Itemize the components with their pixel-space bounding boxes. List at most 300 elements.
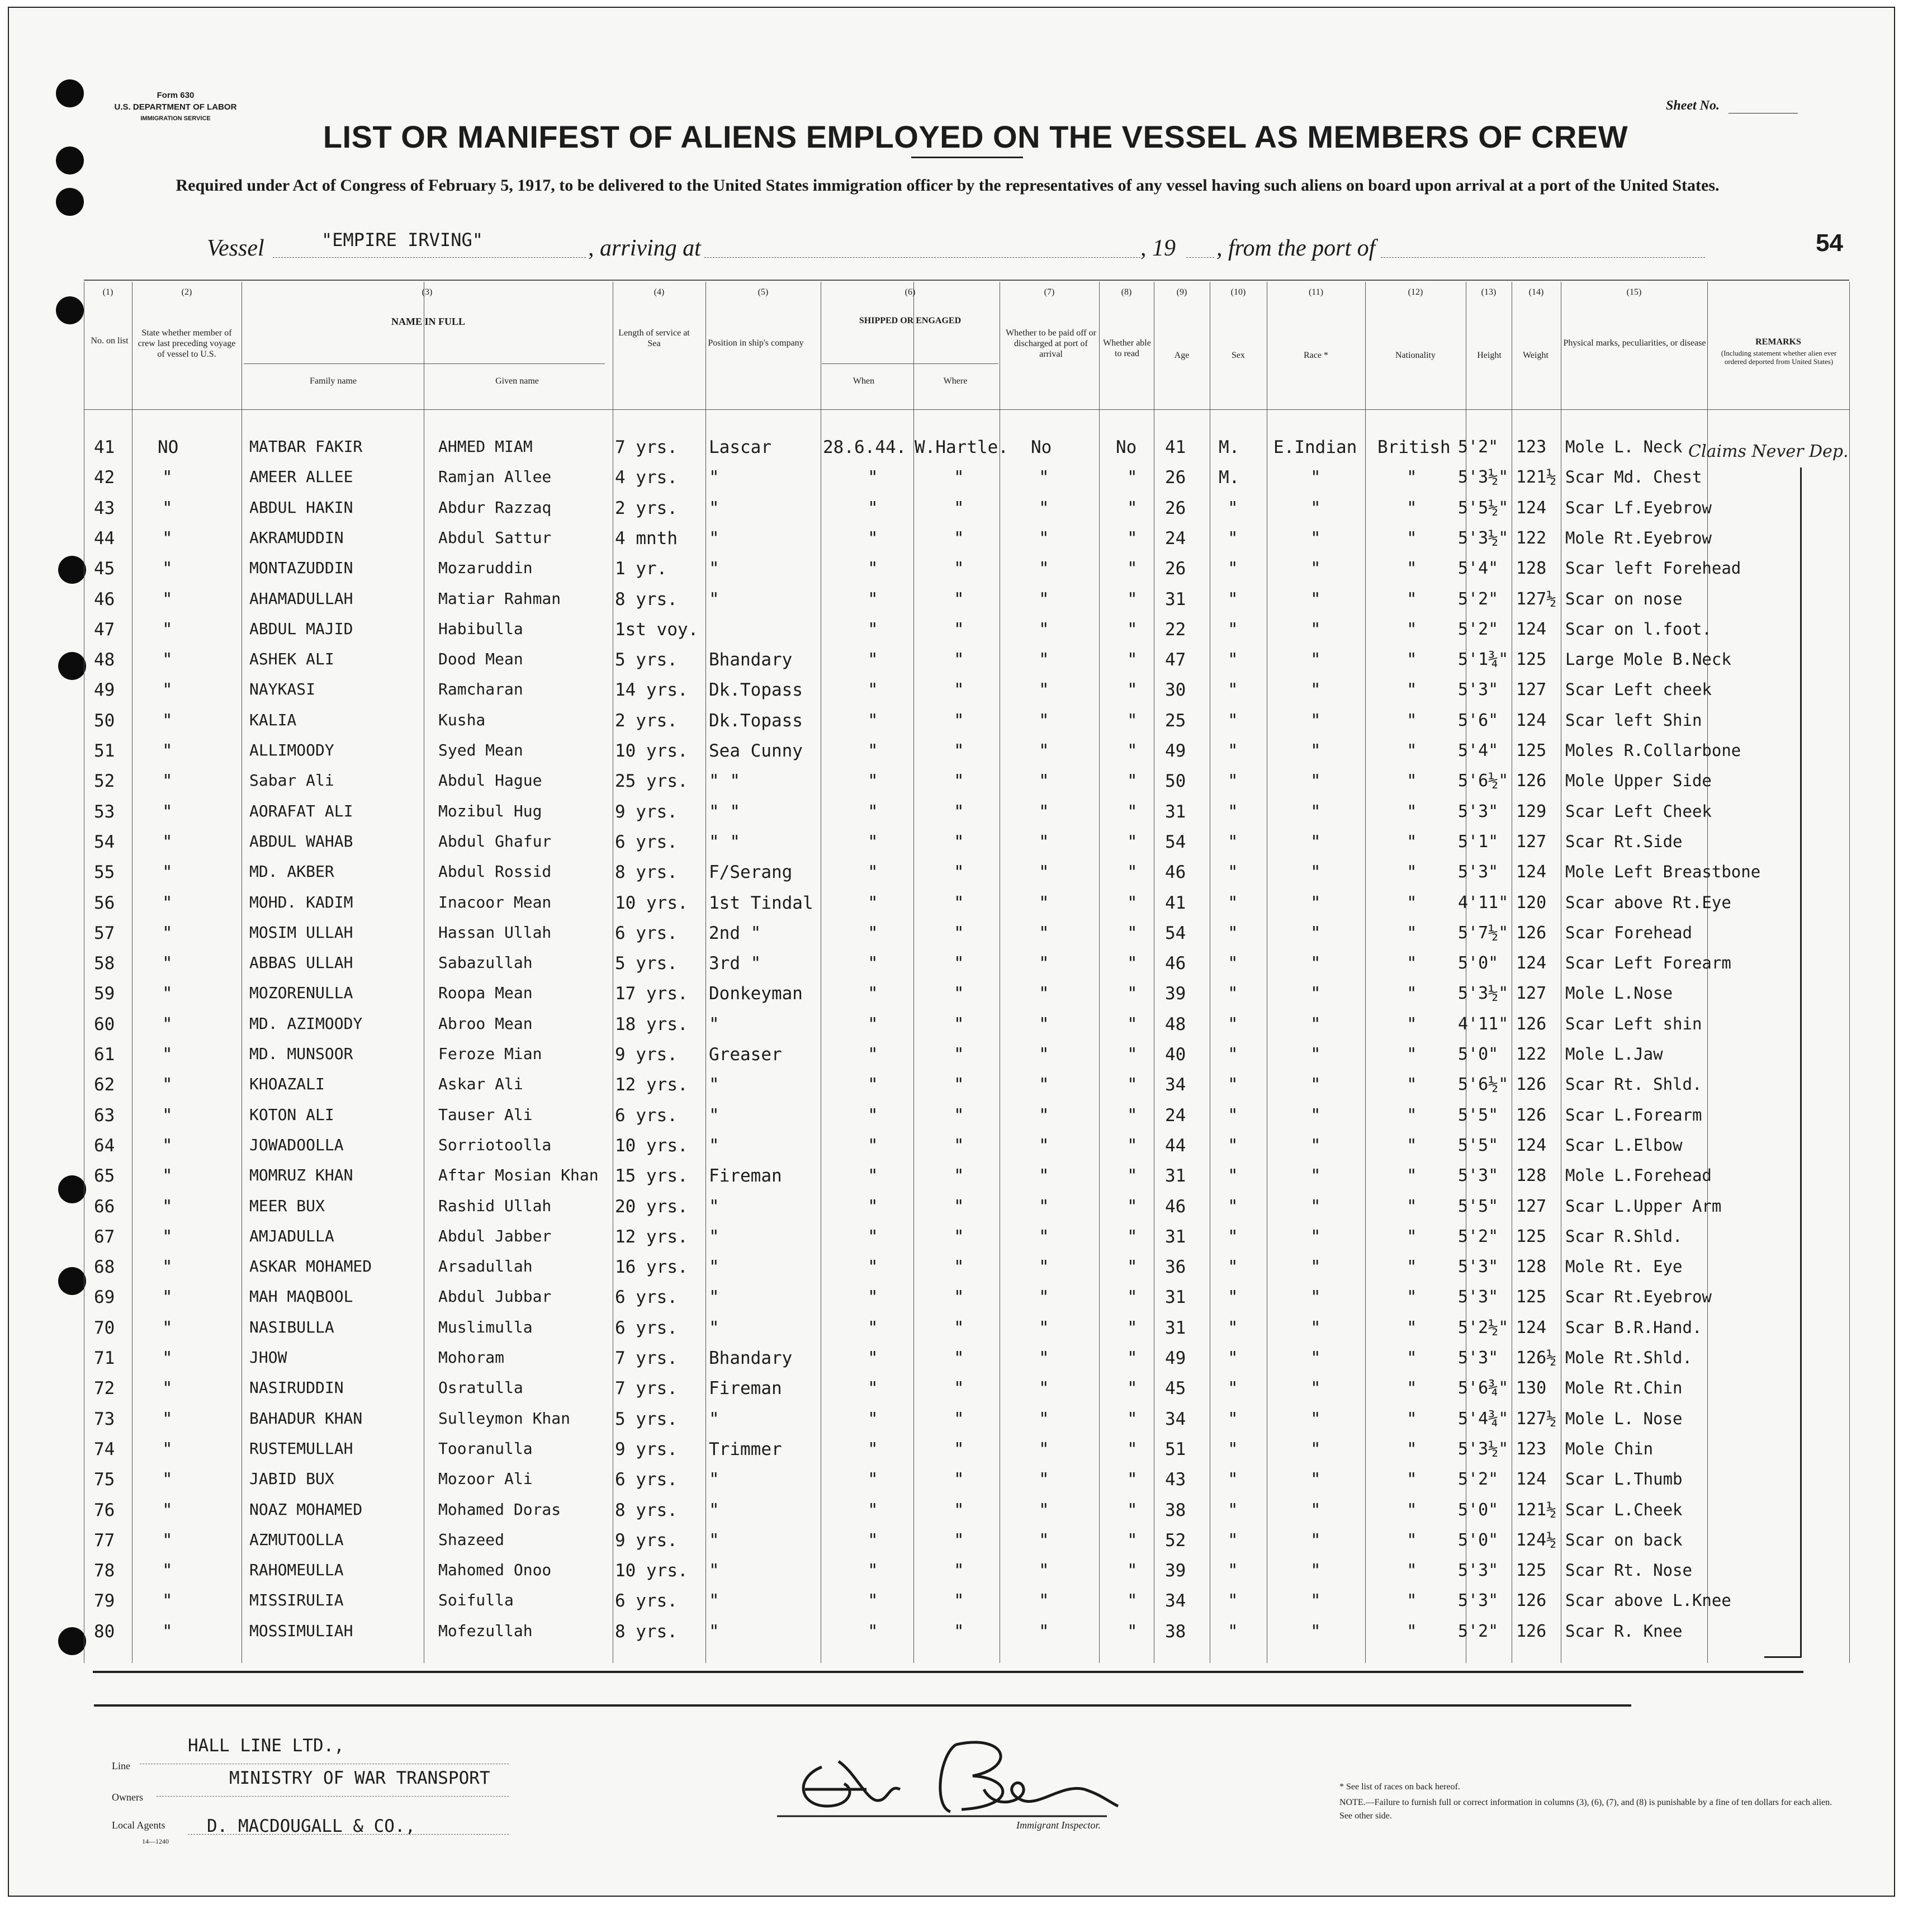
given-name: Dood Mean [438,650,523,668]
height: 5'2" [1458,1469,1499,1489]
header-no-on-list: No. on list [91,336,129,346]
given-name: Mozaruddin [438,559,533,577]
ditto-paid-off: " [1039,711,1049,731]
ditto-shipped-when: " [868,1166,878,1186]
weight: 124 [1516,862,1547,882]
ditto-shipped-where: " [954,1227,964,1247]
age: 41 [1165,437,1186,457]
weight: 126 [1516,1591,1547,1610]
physical-marks: Mole L.Jaw [1565,1045,1663,1064]
age: 47 [1165,650,1186,670]
ditto-sex: " [1228,1227,1238,1247]
ditto-paid-off: " [1039,1136,1049,1156]
given-name: Abdul Ghafur [438,832,552,850]
family-name: NASIBULLA [249,1318,334,1336]
ditto-shipped-when: " [868,771,878,791]
owners-value: MINISTRY OF WAR TRANSPORT [229,1768,490,1788]
given-name: Sulleymon Khan [438,1409,571,1428]
given-name: Soifulla [438,1591,514,1609]
height: 5'3½" [1458,528,1509,548]
ditto-race: " [1310,528,1321,549]
ditto-previous-voyage: " [162,862,173,882]
ditto-able-to-read: " [1127,1500,1138,1520]
header-bottom-rule [84,409,1849,410]
ditto-sex: " [1228,559,1238,579]
ditto-able-to-read: " [1127,953,1138,974]
row-number: 76 [94,1500,115,1520]
age: 31 [1165,1318,1186,1338]
family-name: AMJADULLA [249,1227,334,1245]
given-name: Roopa Mean [438,984,533,1002]
ditto-nationality: " [1407,1530,1417,1551]
inspector-signature [771,1722,1129,1834]
ditto-previous-voyage: " [162,528,173,549]
weight: 129 [1516,802,1547,821]
vessel-label: Vessel [207,235,264,261]
ditto-sex: " [1228,802,1238,822]
physical-marks: Scar above L.Knee [1565,1591,1731,1610]
height: 5'6½" [1458,1075,1509,1094]
length-of-service: 6 yrs. [615,1591,678,1611]
print-code: 14—1240 [142,1837,169,1845]
ditto-race: " [1310,589,1321,609]
penalty-note: NOTE.—Failure to furnish full or correct information in columns (3), (6), (7), and (8) is punishable by a fine of ten dollars for each alien. See other side. [1339,1798,1832,1821]
length-of-service: 1st voy. [615,620,699,640]
ditto-shipped-when: " [868,1378,878,1398]
position: " [709,1561,719,1581]
given-name: Hassan Ullah [438,923,552,942]
family-name: BAHADUR KHAN [249,1409,363,1428]
given-name: Ramcharan [438,680,523,698]
given-name: Shazeed [438,1530,505,1549]
position: F/Serang [709,862,793,882]
age: 38 [1165,1500,1186,1520]
ditto-paid-off: " [1039,1227,1049,1247]
ditto-previous-voyage: " [162,923,173,943]
ditto-previous-voyage: " [162,1591,173,1611]
ditto-race: " [1310,1530,1321,1551]
family-name: MD. AKBER [249,862,334,881]
ditto-nationality: " [1407,1014,1417,1034]
age: 52 [1165,1530,1186,1551]
ditto-able-to-read: " [1127,1378,1138,1398]
ditto-shipped-where: " [954,1197,964,1217]
age: 41 [1165,893,1186,913]
physical-marks: Scar Rt. Shld. [1565,1075,1702,1094]
family-name: KHOAZALI [249,1075,325,1093]
ditto-sex: " [1228,1378,1238,1398]
ditto-race: " [1310,1136,1321,1156]
year-line [1186,257,1214,258]
ditto-paid-off: " [1039,498,1049,518]
ditto-race: " [1310,771,1321,791]
ditto-race: " [1310,1045,1321,1065]
given-name: Mohamed Doras [438,1500,561,1519]
column-number: (11) [1308,287,1324,297]
ditto-nationality: " [1407,559,1417,579]
ditto-nationality: " [1407,923,1417,943]
ditto-previous-voyage: " [162,1136,173,1156]
weight: 125 [1516,741,1547,760]
row-number: 55 [94,862,115,882]
age: 54 [1165,832,1186,852]
ditto-previous-voyage: " [162,1075,173,1095]
height: 5'3½" [1458,1439,1509,1459]
height: 5'2" [1458,620,1499,639]
ditto-shipped-where: " [954,1409,964,1429]
family-name: JOWADOOLLA [249,1136,344,1154]
ditto-nationality: " [1407,1469,1417,1490]
position: Bhandary [709,1348,793,1368]
family-name: AZMUTOOLLA [249,1530,344,1549]
given-name: Abdul Jabber [438,1227,552,1245]
length-of-service: 12 yrs. [615,1227,688,1247]
position: " [709,1287,719,1307]
vessel-name: "EMPIRE IRVING" [321,229,483,251]
physical-marks: Scar on nose [1565,589,1683,608]
agents-value: D. MACDOUGALL & CO., [207,1816,416,1836]
height: 5'7½" [1458,923,1509,943]
ditto-sex: " [1228,498,1238,518]
length-of-service: 25 yrs. [615,771,688,791]
age: 34 [1165,1409,1186,1429]
ditto-previous-voyage: " [162,1197,173,1217]
age: 51 [1165,1439,1186,1459]
ditto-paid-off: " [1039,620,1049,640]
ditto-sex: " [1228,1409,1238,1429]
physical-marks: Scar L.Thumb [1565,1469,1683,1489]
weight: 128 [1516,559,1547,578]
weight: 124 [1516,620,1547,639]
physical-marks: Scar left Forehead [1565,559,1741,578]
ditto-race: " [1310,498,1321,518]
ditto-shipped-when: " [868,1105,878,1126]
ditto-shipped-when: " [868,741,878,761]
physical-marks: Mole L. Neck [1565,437,1683,456]
ditto-paid-off: " [1039,528,1049,549]
ditto-nationality: " [1407,1409,1417,1429]
ditto-shipped-when: " [868,498,878,518]
ditto-race: " [1310,953,1321,974]
ditto-previous-voyage: " [162,1287,173,1307]
ditto-able-to-read: " [1127,589,1138,609]
weight: 124 [1516,1136,1547,1155]
age: 48 [1165,1014,1186,1034]
ditto-nationality: " [1407,1166,1417,1186]
height: 5'2" [1458,437,1499,457]
ditto-race: " [1310,680,1321,700]
height: 5'4" [1458,559,1499,578]
ditto-able-to-read: " [1127,741,1138,761]
length-of-service: 8 yrs. [615,589,678,609]
ditto-sex: " [1228,1530,1238,1551]
sheet-number-label: Sheet No. [1666,98,1720,113]
page-title: LIST OR MANIFEST OF ALIENS EMPLOYED ON THE VESSEL AS MEMBERS OF CREW [323,119,1628,154]
table-closing-rule [94,1704,1631,1707]
arriving-label: , arriving at [588,235,701,261]
ditto-paid-off: " [1039,832,1049,852]
weight: 128 [1516,1257,1547,1277]
family-name: ABDUL MAJID [249,620,353,638]
ditto-able-to-read: " [1127,680,1138,700]
ditto-nationality: " [1407,1378,1417,1398]
ditto-able-to-read: " [1127,1287,1138,1307]
column-number: (1) [102,287,113,297]
ditto-shipped-where: " [954,984,964,1004]
weight: 122 [1516,1045,1547,1064]
ditto-shipped-where: " [954,498,964,518]
agents-field [188,1834,509,1835]
ditto-sex: " [1228,923,1238,943]
family-name: JABID BUX [249,1469,334,1488]
position: " [709,559,719,579]
line-label: Line [112,1760,130,1771]
family-name: MOMRUZ KHAN [249,1166,353,1184]
ditto-paid-off: " [1039,589,1049,609]
weight: 121½ [1516,467,1557,487]
ditto-able-to-read: " [1127,528,1138,549]
ditto-shipped-where: " [954,1622,964,1642]
physical-marks: Scar Md. Chest [1565,467,1702,486]
binder-hole [56,79,84,107]
age: 31 [1165,1166,1186,1186]
ditto-able-to-read: " [1127,1561,1138,1581]
page-subtitle: Required under Act of Congress of February 5, 1917, to be delivered to the United States immigration officer by the representatives of any vessel having such aliens on board upon arrival at a port of the United States. [176,176,1720,195]
age: 30 [1165,680,1186,700]
family-name: AORAFAT ALI [249,802,353,820]
header-previous-voyage: State whether member of crew last preceding voyage of vessel to U.S. [138,328,236,359]
height: 5'3" [1458,1591,1499,1610]
ditto-able-to-read: " [1127,1227,1138,1247]
position: Fireman [709,1166,782,1186]
ditto-able-to-read: " [1127,1014,1138,1034]
ditto-race: " [1310,1075,1321,1095]
family-name: NAYKASI [249,680,316,698]
ditto-shipped-where: " [954,1348,964,1368]
ditto-able-to-read: " [1127,1105,1138,1126]
ditto-nationality: " [1407,984,1417,1004]
row-number: 78 [94,1561,115,1581]
age: 31 [1165,802,1186,822]
ditto-shipped-where: " [954,1591,964,1611]
physical-marks: Scar Left Forearm [1565,953,1731,972]
position: " " [709,802,740,822]
length-of-service: 7 yrs. [615,437,678,457]
ditto-paid-off: " [1039,1622,1049,1642]
age: 31 [1165,589,1186,609]
weight: 122 [1516,528,1547,548]
ditto-nationality: " [1407,953,1417,974]
physical-marks: Mole L.Forehead [1565,1166,1712,1185]
row-number: 71 [94,1348,115,1368]
ditto-previous-voyage: " [162,1227,173,1247]
ditto-paid-off: " [1039,1348,1049,1368]
row-number: 46 [94,589,115,609]
ditto-able-to-read: " [1127,1591,1138,1611]
given-name: Rashid Ullah [438,1197,552,1215]
age: 24 [1165,1105,1186,1126]
ditto-race: " [1310,1318,1321,1338]
ditto-able-to-read: " [1127,984,1138,1004]
ditto-race: " [1310,741,1321,761]
row-number: 42 [94,467,115,488]
length-of-service: 6 yrs. [615,832,678,852]
binder-hole [58,1267,86,1295]
ditto-paid-off: " [1039,680,1049,700]
physical-marks: Scar R.Shld. [1565,1227,1683,1246]
height: 5'3½" [1458,467,1509,487]
ditto-previous-voyage: " [162,589,173,609]
length-of-service: 8 yrs. [615,862,678,882]
row-number: 80 [94,1622,115,1642]
ditto-previous-voyage: " [162,680,173,700]
ditto-sex: " [1228,984,1238,1004]
given-name: Habibulla [438,620,523,638]
ditto-sex: " [1228,832,1238,852]
ditto-shipped-when: " [868,923,878,943]
ditto-previous-voyage: " [162,802,173,822]
ditto-able-to-read: " [1127,832,1138,852]
ditto-able-to-read: " [1127,711,1138,731]
length-of-service: 6 yrs. [615,1469,678,1490]
age: 54 [1165,923,1186,943]
row-number: 49 [94,680,115,700]
ditto-nationality: " [1407,1591,1417,1611]
weight: 127 [1516,832,1547,852]
ditto-sex: " [1228,711,1238,731]
column-number: (4) [654,287,665,297]
ditto-previous-voyage: " [162,650,173,670]
given-name: Inacoor Mean [438,893,552,911]
age: 43 [1165,1469,1186,1490]
race-footnote: * See list of races on back hereof. [1339,1782,1460,1792]
ditto-previous-voyage: " [162,1014,173,1034]
ditto-shipped-where: " [954,1378,964,1398]
ditto-paid-off: " [1039,1530,1049,1551]
family-name: MAH MAQBOOL [249,1287,353,1306]
column-rule [705,282,706,1663]
ditto-able-to-read: " [1127,498,1138,518]
race: E.Indian [1273,437,1357,457]
header-weight: Weight [1523,351,1549,360]
ditto-previous-voyage: " [162,711,173,731]
age: 25 [1165,711,1186,731]
ditto-sex: " [1228,1622,1238,1642]
ditto-nationality: " [1407,1561,1417,1581]
row-number: 58 [94,953,115,974]
row-number: 56 [94,893,115,913]
ditto-shipped-when: " [868,1075,878,1095]
physical-marks: Scar L.Upper Arm [1565,1197,1722,1216]
row-number: 52 [94,771,115,791]
ditto-able-to-read: " [1127,893,1138,913]
weight: 120 [1516,893,1547,913]
given-name: Arsadullah [438,1257,533,1275]
ditto-previous-voyage: " [162,467,173,488]
ditto-shipped-when: " [868,1227,878,1247]
physical-marks: Mole L.Nose [1565,984,1673,1003]
able-to-read: No [1116,437,1137,457]
ditto-able-to-read: " [1127,1318,1138,1338]
weight: 123 [1516,437,1547,457]
ditto-paid-off: " [1039,467,1049,488]
ditto-shipped-where: " [954,1318,964,1338]
physical-marks: Scar L.Forearm [1565,1105,1702,1124]
physical-marks: Scar Left Cheek [1565,802,1712,821]
row-number: 64 [94,1136,115,1156]
position: " [709,589,719,609]
family-name: MONTAZUDDIN [249,559,353,577]
ditto-paid-off: " [1039,1439,1049,1459]
ditto-shipped-where: " [954,893,964,913]
ditto-shipped-where: " [954,1075,964,1095]
weight: 127½ [1516,1409,1557,1429]
length-of-service: 2 yrs. [615,498,678,518]
ditto-paid-off: " [1039,862,1049,882]
row-number: 61 [94,1045,115,1065]
family-name: AHAMADULLAH [249,589,353,608]
ditto-race: " [1310,1591,1321,1611]
family-name: KOTON ALI [249,1105,334,1124]
column-number: (9) [1176,287,1187,297]
given-name: Mozibul Hug [438,802,542,820]
physical-marks: Mole Rt. Eye [1565,1257,1683,1276]
ditto-sex: " [1228,589,1238,609]
ditto-previous-voyage: " [162,984,173,1004]
ditto-paid-off: " [1039,559,1049,579]
column-number: (12) [1408,287,1423,297]
position: " [709,1075,719,1095]
ditto-sex: " [1228,1166,1238,1186]
position: Greaser [709,1045,782,1065]
ditto-shipped-when: " [868,620,878,640]
family-name: ASHEK ALI [249,650,334,668]
ditto-shipped-when: " [868,832,878,852]
age: 46 [1165,1197,1186,1217]
physical-marks: Mole Chin [1565,1439,1654,1458]
weight: 125 [1516,1561,1547,1580]
physical-marks: Large Mole B.Neck [1565,650,1731,669]
length-of-service: 9 yrs. [615,1530,678,1551]
ditto-sex: " [1228,1014,1238,1034]
age: 34 [1165,1591,1186,1611]
given-name: Syed Mean [438,741,523,759]
age: 49 [1165,741,1186,761]
ditto-sex: " [1228,862,1238,882]
age: 24 [1165,528,1186,549]
weight: 124 [1516,1318,1547,1338]
length-of-service: 10 yrs. [615,893,688,913]
ditto-shipped-where: " [954,1014,964,1034]
ditto-race: " [1310,1622,1321,1642]
ditto-paid-off: " [1039,1105,1049,1126]
ditto-shipped-when: " [868,467,878,488]
row-number: 62 [94,1075,115,1095]
ditto-shipped-when: " [868,528,878,549]
ditto-paid-off: " [1039,1378,1049,1398]
ditto-previous-voyage: " [162,893,173,913]
age: 26 [1165,559,1186,579]
age: 31 [1165,1287,1186,1307]
length-of-service: 8 yrs. [615,1622,678,1642]
inspector-label: Immigrant Inspector. [1016,1820,1101,1831]
row-number: 63 [94,1105,115,1126]
binder-hole [58,652,86,680]
ditto-previous-voyage: " [162,1469,173,1490]
age: 34 [1165,1075,1186,1095]
ditto-shipped-where: " [954,802,964,822]
ditto-race: " [1310,802,1321,822]
